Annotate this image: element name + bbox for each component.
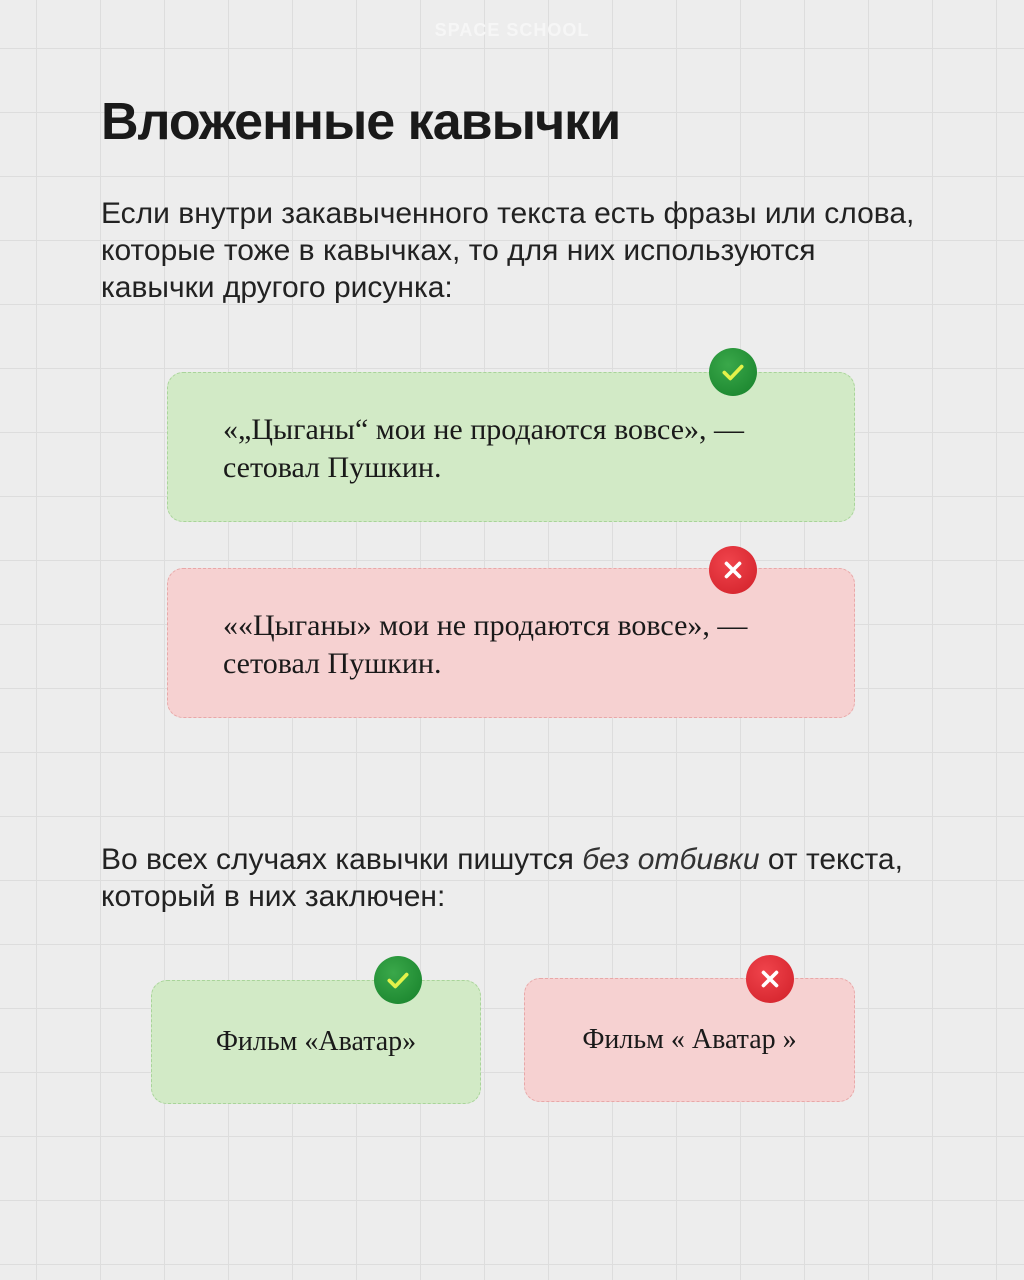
- quote-line-1: «„Цыганы“ мои не продаются вовсе», —: [223, 413, 745, 446]
- rule-text-end: от текста, который в них заключен:: [101, 843, 903, 913]
- incorrect-spacing-card: [524, 978, 855, 1102]
- brand-watermark: SPACE SCHOOL: [434, 20, 590, 40]
- cross-icon: [709, 546, 757, 594]
- incorrect-example-card: [167, 568, 855, 718]
- check-icon: [709, 348, 757, 396]
- example-film-text: Фильм «Аватар»: [215, 1026, 417, 1057]
- example-film-text: Фильм « Аватар »: [582, 1024, 797, 1055]
- cross-icon: [746, 955, 794, 1003]
- quote-line-1: ««Цыганы» мои не продаются вовсе», —: [223, 609, 748, 642]
- quote-line-2: сетовал Пушкин.: [223, 647, 442, 680]
- spacing-rule-paragraph: [101, 841, 921, 915]
- quote-line-2: сетовал Пушкин.: [223, 451, 442, 484]
- example-quote-text: [223, 411, 744, 487]
- rule-text-emphasis: без отбивки: [582, 843, 760, 876]
- correct-example-card: [167, 372, 855, 522]
- check-icon: [374, 956, 422, 1004]
- correct-spacing-card: [151, 980, 481, 1104]
- example-quote-text: [223, 607, 747, 683]
- intro-paragraph: Если внутри закавыченного текста есть фразы или слова, которые тоже в кавычках, то для них используются кавычки другого рисунка:: [101, 197, 915, 304]
- rule-text-start: Во всех случаях кавычки пишутся: [101, 843, 583, 876]
- page-title: Вложенные кавычки: [101, 93, 621, 151]
